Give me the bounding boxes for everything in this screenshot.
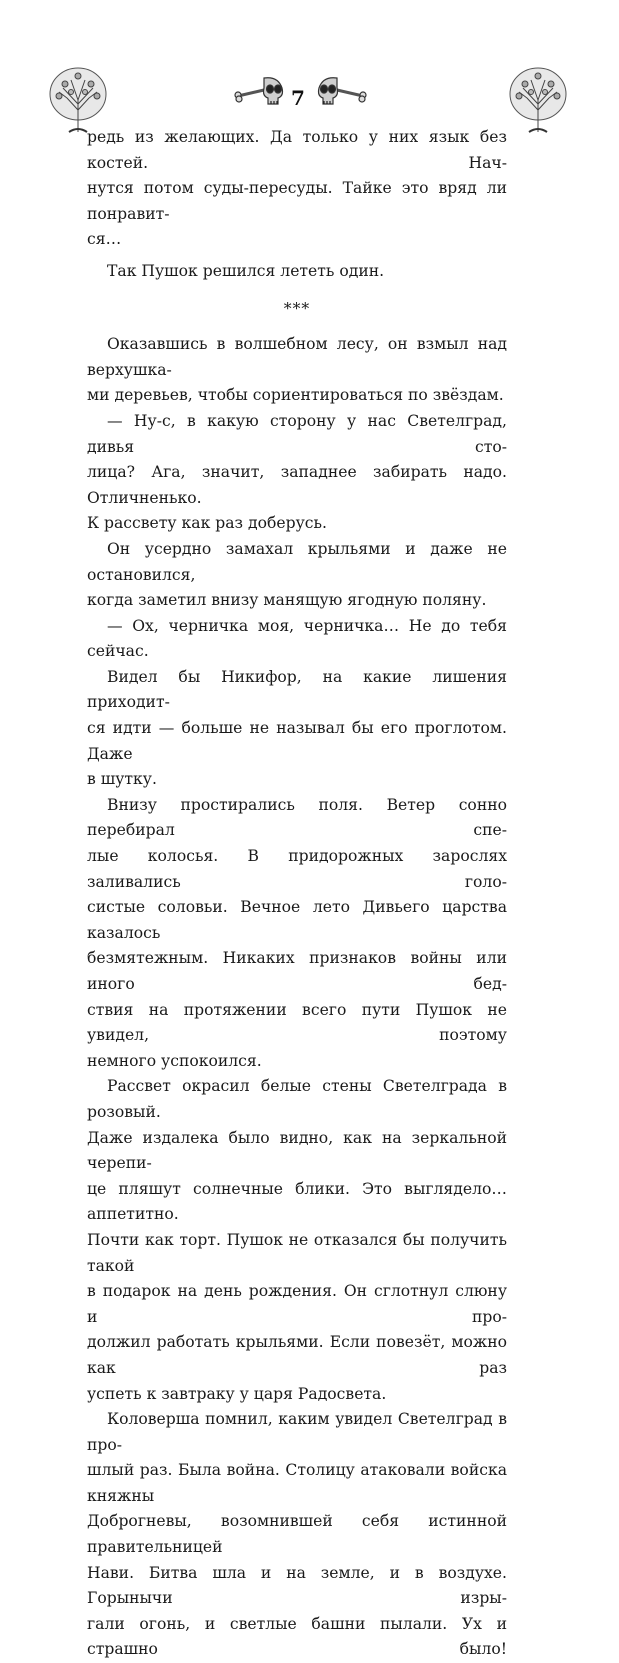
text-line: должил работать крыльями. Если повезёт, можно как раз (87, 1333, 507, 1377)
text-line: Доброгневы, возомнившей себя истинной правительницей (87, 1512, 507, 1557)
text-line: К рассвету как раз доберусь. (87, 514, 327, 533)
tree-icon (505, 66, 571, 136)
text-line: нутся потом суды-пересуды. Тайке это вряд ли понравит- (87, 179, 507, 223)
paragraph (87, 665, 507, 793)
text-line: це пляшут солнечные блики. Это выглядело… аппетитно. (87, 1179, 507, 1224)
section-separator: *** (283, 299, 311, 318)
text-line: Рассвет окрасил белые стены Светелграда в розовый. (87, 1077, 507, 1121)
paragraph (87, 537, 507, 614)
skull-crossbones-icon (234, 74, 296, 108)
text-line: ми деревьев, чтобы сориентироваться по звёздам. (87, 386, 504, 405)
text-line: безмятежным. Никаких признаков войны или иного бед- (87, 949, 507, 993)
body-text (87, 125, 507, 1663)
text-line: шлый раз. Была война. Столицу атаковали войска княжны (87, 1461, 507, 1505)
paragraph: — Ох, черничка моя, черничка… Не до тебя сейчас. (87, 616, 507, 661)
text-line: — Ну-с, в какую сторону у нас Светелград, дивья сто- (87, 411, 507, 456)
text-line: Внизу простирались поля. Ветер сонно перебирал спе- (87, 795, 507, 840)
text-line: гали огонь, и светлые башни пылали. Ух и страшно было! (87, 1614, 507, 1659)
page-number: 7 (291, 86, 305, 110)
skull-crossbones-icon (305, 74, 367, 108)
text-line: Почти как торт. Пушок не отказался бы получить такой (87, 1230, 507, 1275)
text-line: лые колосья. В придорожных зарослях заливались голо- (87, 847, 507, 891)
text-line: Нави. Битва шла и на земле, и в воздухе. Горынычи изры- (87, 1563, 507, 1608)
text-line: ся… (87, 230, 122, 249)
text-line: лица? Ага, значит, западнее забирать надо. Отличненько. (87, 463, 507, 507)
paragraph (87, 125, 507, 253)
text-line: ствия на протяжении всего пути Пушок не увидел, поэтому (87, 1000, 507, 1045)
text-line: Видел бы Никифор, на какие лишения приходит- (87, 667, 507, 712)
paragraph (87, 1407, 507, 1663)
paragraph (87, 793, 507, 1075)
text-line: успеть к завтраку у царя Радосвета. (87, 1384, 387, 1403)
paragraph (87, 409, 507, 537)
text-line: Он усердно замахал крыльями и даже не остановился, (87, 539, 507, 584)
text-line: ся идти — больше не называл бы его проглотом. Даже (87, 719, 507, 763)
paragraph: Так Пушок решился лететь один. (107, 261, 385, 280)
text-line: редь из желающих. Да только у них язык без костей. Нач- (87, 128, 507, 172)
paragraph (87, 332, 507, 409)
paragraph (87, 1074, 507, 1407)
text-line: Коловерша помнил, каким увидел Светелград в про- (87, 1410, 507, 1454)
text-line: систые соловьи. Вечное лето Дивьего царства казалось (87, 898, 507, 942)
text-line: когда заметил внизу манящую ягодную поляну. (87, 591, 487, 610)
text-line: Оказавшись в волшебном лесу, он взмыл над верхушка- (87, 335, 507, 379)
text-line: в шутку. (87, 770, 157, 789)
text-line: в подарок на день рождения. Он сглотнул слюну и про- (87, 1282, 507, 1326)
text-line: Даже издалека было видно, как на зеркальной черепи- (87, 1128, 507, 1173)
text-line: немного успокоился. (87, 1051, 262, 1070)
